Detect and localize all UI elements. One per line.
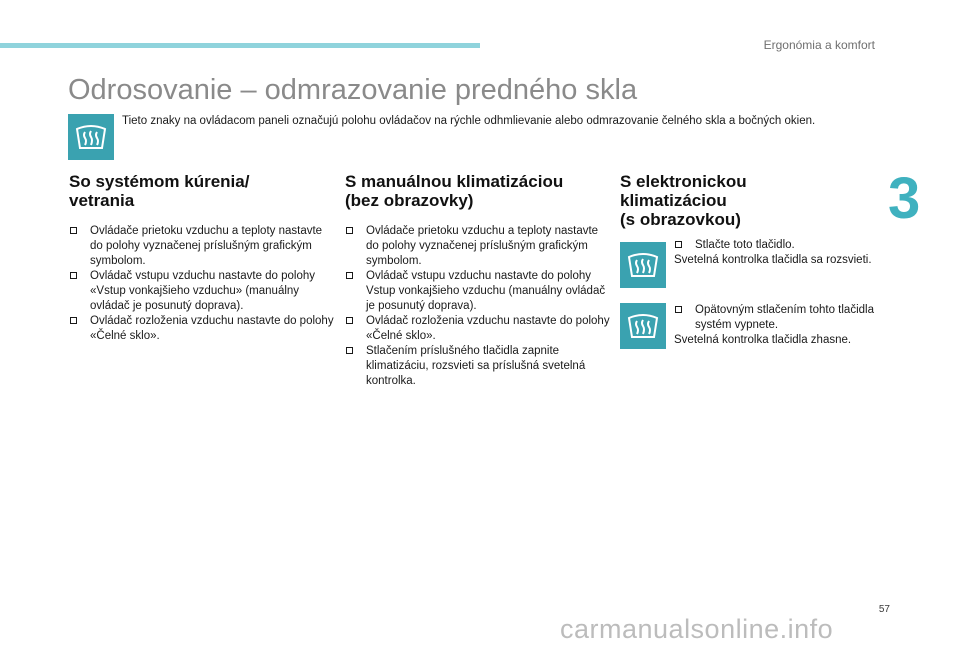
checkbox-bullet-icon <box>675 241 682 248</box>
list-item: Ovládače prietoku vzduchu a teploty nastavte do polohy vyznačenej príslušným grafickým symbolom. <box>69 224 334 269</box>
step-press-button: Stlačte toto tlačidlo. Svetelná kontrolka tlačidla sa rozsvieti. <box>674 239 872 266</box>
list-item: Ovládače prietoku vzduchu a teploty nastavte do polohy vyznačenej príslušným grafickým symbolom. <box>345 224 610 269</box>
checkbox-bullet-icon <box>346 347 353 354</box>
column-heading: So systémom kúrenia/ vetrania <box>69 172 250 210</box>
step-press-again: Opätovným stlačením tohto tlačidla systém vypnete. Svetelná kontrolka tlačidla zhasne. <box>674 304 874 346</box>
page-number: 57 <box>878 604 890 615</box>
column-manual-ac <box>345 172 610 389</box>
checkbox-bullet-icon <box>70 227 77 234</box>
checkbox-bullet-icon <box>346 317 353 324</box>
list-item: Ovládač vstupu vzduchu nastavte do polohy «Vstup vonkajšieho vzduchu» (manuálny ovládač je posunutý doprava). <box>69 269 334 314</box>
list-item: Ovládač rozloženia vzduchu nastavte do polohy «Čelné sklo». <box>345 314 610 344</box>
list-item: Ovládač vstupu vzduchu nastavte do polohy Vstup vonkajšieho vzduchu (manuálny ovládač je posunutý doprava). <box>345 269 610 314</box>
checkbox-bullet-icon <box>346 272 353 279</box>
windscreen-defrost-icon <box>620 242 666 288</box>
checkbox-bullet-icon <box>346 227 353 234</box>
checkbox-bullet-icon <box>70 272 77 279</box>
checkbox-bullet-icon <box>70 317 77 324</box>
windscreen-defrost-icon <box>68 114 114 160</box>
intro-text: Tieto znaky na ovládacom paneli označujú polohu ovládačov na rýchle odhmlievanie alebo odmrazovanie čelného skla a bočných okien. <box>122 115 816 127</box>
column-electronic-ac <box>620 172 860 229</box>
checkbox-bullet-icon <box>675 306 682 313</box>
watermark: carmanualsonline.info <box>560 614 834 644</box>
column-heating-ventilation <box>69 172 334 344</box>
bullet-list <box>69 224 334 344</box>
list-item: Ovládač rozloženia vzduchu nastavte do polohy «Čelné sklo». <box>69 314 334 344</box>
windscreen-defrost-icon <box>620 303 666 349</box>
chapter-number: 3 <box>888 166 921 231</box>
top-accent-bar <box>0 43 480 48</box>
list-item: Stlačením príslušného tlačidla zapnite klimatizáciu, rozsvieti sa príslušná svetelná kontrolka. <box>345 344 610 389</box>
page-title: Odrosovanie – odmrazovanie predného skla <box>68 74 638 106</box>
column-heading: S elektronickou klimatizáciou (s obrazovkou) <box>620 172 747 229</box>
column-heading: S manuálnou klimatizáciou (bez obrazovky) <box>345 172 564 210</box>
bullet-list <box>345 224 610 389</box>
section-label: Ergonómia a komfort <box>763 38 875 52</box>
